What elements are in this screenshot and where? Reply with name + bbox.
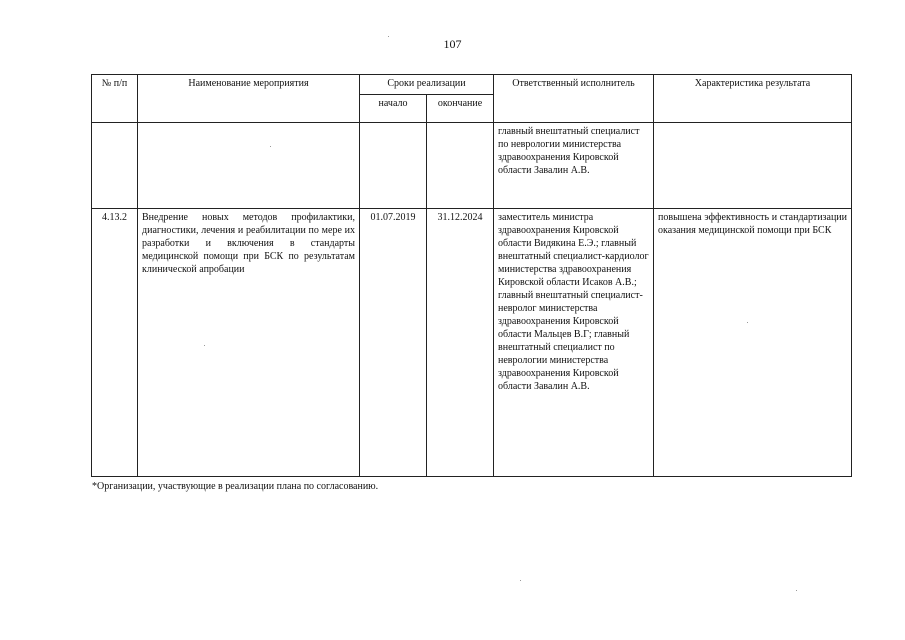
row-end: [427, 123, 494, 209]
row-end: 31.12.2024: [427, 209, 494, 477]
footnote: *Организации, участвующие в реализации плана по согласованию.: [92, 481, 379, 492]
scan-speck: [520, 580, 521, 581]
header-start: начало: [360, 95, 427, 123]
row-name: [138, 123, 360, 209]
scan-speck: [796, 590, 797, 591]
scan-speck: [747, 322, 748, 323]
row-executor: главный внештатный специалист по неврологии министерства здравоохранения Кировской области Завалин А.В.: [494, 123, 654, 209]
row-result: повышена эффективность и стандартизации оказания медицинской помощи при БСК: [654, 209, 852, 477]
scan-speck: [270, 146, 271, 147]
table-row: [92, 209, 852, 477]
header-name: Наименование мероприятия: [138, 75, 360, 123]
row-start: 01.07.2019: [360, 209, 427, 477]
header-num: № п/п: [92, 75, 138, 123]
table-row: [92, 123, 852, 209]
scan-speck: [204, 345, 205, 346]
scan-speck: [388, 36, 389, 37]
page-number: 107: [443, 37, 462, 51]
plan-table: [91, 74, 852, 477]
header-result: Характеристика результата: [654, 75, 852, 123]
header-executor: Ответственный исполнитель: [494, 75, 654, 123]
row-result: [654, 123, 852, 209]
header-terms: Сроки реализации: [360, 75, 494, 95]
row-executor: заместитель министра здравоохранения Кировской области Видякина Е.Э.; главный внештатный специалист-кардиолог министерства здравоохранения Кировской области Исаков А.В.; главный внештатный специалист-невролог министерства здравоохранения Кировской области Мальцев В.Г; главный внештатный специалист по неврологии министерства здравоохранения Кировской области Завалин А.В.: [494, 209, 654, 477]
row-start: [360, 123, 427, 209]
header-end: окончание: [427, 95, 494, 123]
row-name: Внедрение новых методов профилактики, диагностики, лечения и реабилитации по мере их разработки и включения в стандарты медицинской помощи при БСК по результатам клинической апробации: [138, 209, 360, 477]
row-num: [92, 123, 138, 209]
row-num: 4.13.2: [92, 209, 138, 477]
